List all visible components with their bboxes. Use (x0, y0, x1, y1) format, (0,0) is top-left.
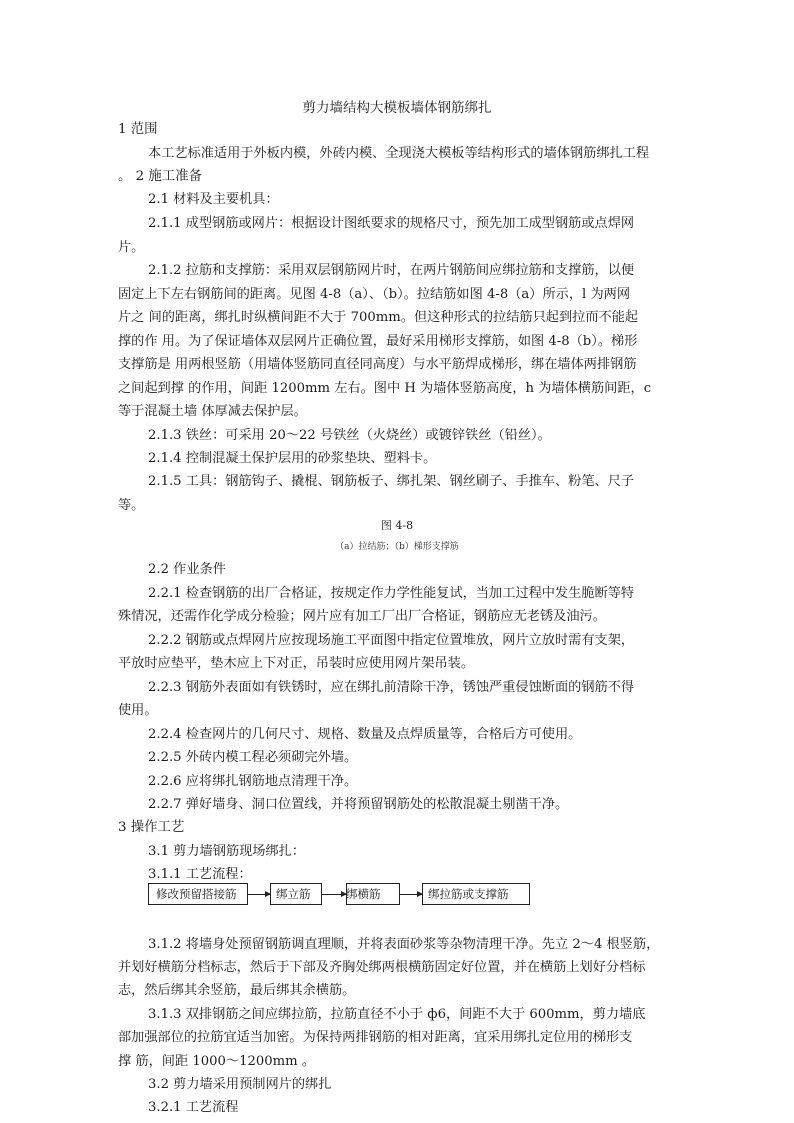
page-title: 剪力墙结构大模板墙体钢筋绑扎 (302, 100, 492, 116)
paragraph-line: 使用。 (118, 703, 158, 718)
paragraph-line: 撑 筋，间距 1000～1200mm 。 (118, 1054, 316, 1069)
paragraph-line: 3.1.3 双排钢筋之间应绑拉筋，拉筋直径不小于 ф6，间距不大于 600mm，剪力墙底 (148, 1007, 646, 1022)
figure-subcaption: （a）拉结筋；（b）梯形支撑筋 (335, 542, 459, 552)
process-flowchart (148, 883, 548, 909)
paragraph-line: 支撑筋是 用两根竖筋（用墙体竖筋同直径同高度）与水平筋焊成梯形，绑在墙体两排钢筋 (118, 357, 637, 372)
paragraph-line: 2.1.3 铁丝：可采用 20～22 号铁丝（火烧丝）或镀锌铁丝（铅丝）。 (148, 428, 551, 443)
subsection-heading: 3.2.1 工艺流程 (148, 1100, 239, 1115)
paragraph-line: 2.2.7 弹好墙身、洞口位置线，并将预留钢筋处的松散混凝土剔凿干净。 (148, 797, 569, 812)
subsection-heading: 3.2 剪力墙采用预制网片的绑扎 (148, 1077, 332, 1092)
paragraph-line: 2.2.5 外砖内模工程必须砌完外墙。 (148, 750, 358, 765)
section-heading: 3 操作工艺 (118, 820, 185, 835)
flow-step-2: 绑立筋 (276, 887, 311, 901)
paragraph-line: 2.1.2 拉筋和支撑筋：采用双层钢筋网片时，在两片钢筋间应绑拉筋和支撑筋，以便 (148, 263, 635, 278)
paragraph-line: 等于混凝土墙 体厚减去保护层。 (118, 404, 307, 419)
paragraph-line: 并划好横筋分档标志，然后于下部及齐胸处绑两根横筋固定好位置，并在横筋上划好分档标 (118, 960, 646, 975)
paragraph-line: 3.1.2 将墙身处预留钢筋调直理顺，并将表面砂浆等杂物清理干净。先立 2～4 根竖筋， (148, 937, 660, 952)
paragraph-line: 殊情况，还需作化学成分检验；网片应有加工厂出厂合格证，钢筋应无老锈及油污。 (118, 609, 606, 624)
paragraph-line: 2.1.5 工具：钢筋钩子、撬棍、钢筋板子、绑扎架、钢丝刷子、手推车、粉笔、尺子 (148, 474, 635, 489)
paragraph-line: 2.2.2 钢筋或点焊网片应按现场施工平面图中指定位置堆放，网片立放时需有支架， (148, 633, 635, 648)
arrow-right-icon (248, 894, 270, 895)
paragraph-line: 2.2.1 检查钢筋的出厂合格证，按规定作力学性能复试，当加工过程中发生脆断等特 (148, 586, 635, 601)
flow-step-4: 绑拉筋或支撑筋 (428, 887, 509, 901)
paragraph-line: 2.2.4 检查网片的几何尺寸、规格、数量及点焊质量等，合格后方可使用。 (148, 727, 582, 742)
paragraph-line: 2.2.3 钢筋外表面如有铁锈时，应在绑扎前清除干净，锈蚀严重侵蚀断面的钢筋不得 (148, 680, 635, 695)
paragraph-line: 部加强部位的拉筋宜适当加密。为保持两排钢筋的相对距离，宜采用绑扎定位用的梯形支 (118, 1030, 633, 1045)
paragraph-line: 平放时应垫平，垫木应上下对正，吊装时应使用网片架吊装。 (118, 656, 475, 671)
arrow-right-icon (322, 894, 346, 895)
paragraph-line: 片。 (118, 240, 145, 255)
paragraph-line: 志，然后绑其余竖筋，最后绑其余横筋。 (118, 983, 356, 998)
section-heading: 1 范围 (118, 122, 158, 137)
paragraph-line: 撑的作 用。为了保证墙体双层网片正确位置，最好采用梯形支撑筋，如图 4-8（b）。梯形 (118, 334, 638, 349)
subsection-heading: 2.1 材料及主要机具： (148, 192, 279, 207)
paragraph-line: 本工艺标准适用于外板内模，外砖内模、全现浇大模板等结构形式的墙体钢筋绑扎工程 (148, 146, 650, 161)
paragraph-line: 固定上下左右钢筋间的距离。见图 4-8（a）、（b）。拉结筋如图 4-8（a）所示，l 为两网 (118, 287, 631, 302)
arrow-right-icon (400, 894, 422, 895)
paragraph-line: 2.2.6 应将绑扎钢筋地点清理干净。 (148, 774, 358, 789)
paragraph-line: 2.1.1 成型钢筋或网片：根据设计图纸要求的规格尺寸，预先加工成型钢筋或点焊网 (148, 216, 635, 231)
flow-step-3: 绑横筋 (346, 887, 381, 901)
paragraph-line: 2.1.4 控制混凝土保护层用的砂浆垫块、塑料卡。 (148, 451, 437, 466)
paragraph-line: 之间起到撑 的作用，间距 1200mm 左右。图中 H 为墙体竖筋高度，h 为墙体横筋间距，c (118, 381, 652, 396)
figure-caption: 图 4-8 (380, 519, 414, 532)
flow-step-1: 修改预留搭接筋 (156, 887, 237, 901)
section-heading: 。 2 施工准备 (118, 169, 202, 184)
subsection-heading: 2.2 作业条件 (148, 562, 226, 577)
paragraph-line: 等。 (118, 498, 145, 513)
subsection-heading: 3.1 剪力墙钢筋现场绑扎： (148, 844, 306, 859)
paragraph-line: 片之 间的距离，绑扎时纵横间距不大于 700mm。但这种形式的拉结筋只起到拉而不能起 (118, 310, 639, 325)
paragraph-line: 3.1.1 工艺流程： (148, 867, 252, 882)
